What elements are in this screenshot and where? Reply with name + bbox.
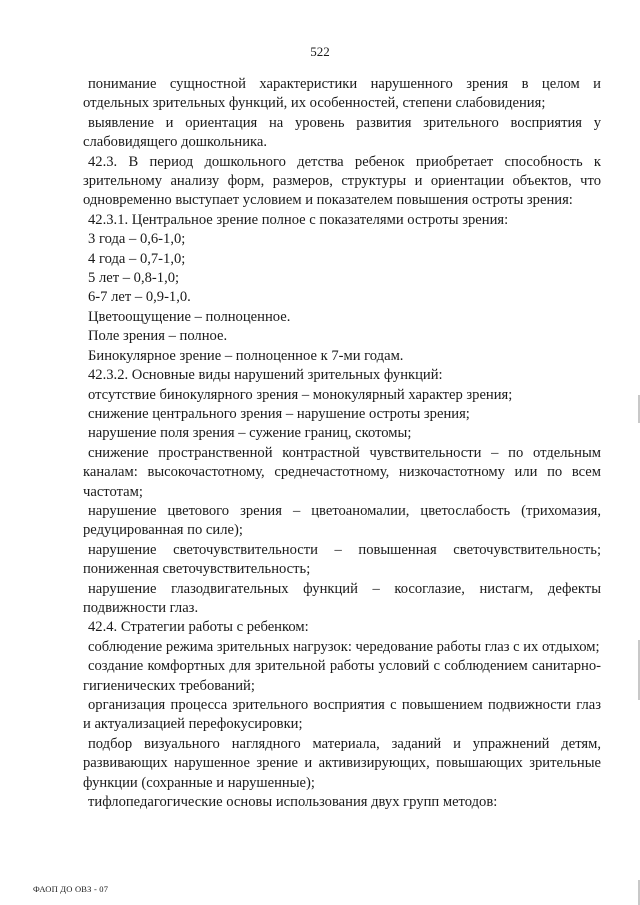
footer-label: ФАОП ДО ОВЗ - 07 (33, 884, 109, 894)
paragraph: создание комфортных для зрительной работы условий с соблюдением санитарно-гигиенических требований; (83, 658, 601, 694)
paragraph: 5 лет – 0,8-1,0; (88, 270, 180, 287)
paragraph: Бинокулярное зрение – полноценное к 7-ми годам. (88, 347, 404, 364)
paragraph: Цветоощущение – полноценное. (88, 308, 291, 325)
paragraph: подбор визуального наглядного материала, заданий и упражнений детям, развивающих нарушенное зрение и активизирующих, повышающих зрительные функции (сохранные и нарушенные); (83, 735, 601, 791)
body-text (83, 75, 601, 812)
paragraph: 42.3. В период дошкольного детства ребенок приобретает способность к зрительному анализу форм, размеров, структуры и ориентации объектов, что одновременно выступает условием и показателем повышения остроты зрения: (83, 153, 601, 209)
paragraph: нарушение поля зрения – сужение границ, скотомы; (88, 425, 412, 442)
paragraph: 42.3.1. Центральное зрение полное с показателями остроты зрения: (88, 211, 509, 228)
page-number: 522 (310, 44, 330, 59)
paragraph: понимание сущностной характеристики нарушенного зрения в целом и отдельных зрительных функций, их особенностей, степени слабовидения; (83, 76, 601, 112)
paragraph: снижение пространственной контрастной чувствительности – по отдельным каналам: высокочастотному, среднечастотному, низкочастотному или по всем частотам; (83, 444, 601, 500)
paragraph: соблюдение режима зрительных нагрузок: чередование работы глаз с их отдыхом; (88, 638, 600, 655)
paragraph: выявление и ориентация на уровень развития зрительного восприятия у слабовидящего дошкольника. (83, 114, 601, 151)
paragraph: 3 года – 0,6-1,0; (88, 231, 186, 248)
paragraph: 6-7 лет – 0,9-1,0. (88, 289, 191, 306)
paragraph: снижение центрального зрения – нарушение остроты зрения; (88, 405, 470, 422)
paragraph: отсутствие бинокулярного зрения – монокулярный характер зрения; (88, 386, 513, 403)
paragraph: нарушение светочувствительности – повышенная светочувствительность; пониженная светочувствительность; (83, 541, 601, 578)
paragraph: 42.4. Стратегии работы с ребенком: (88, 619, 309, 636)
paragraph: тифлопедагогические основы использования двух групп методов: (88, 794, 498, 811)
paragraph: организация процесса зрительного восприятия с повышением подвижности глаз и актуализацией перефокусировки; (83, 697, 601, 733)
paragraph: нарушение глазодвигательных функций – косоглазие, нистагм, дефекты подвижности глаз. (83, 580, 601, 616)
paragraph: нарушение цветового зрения – цветоаномалии, цветослабость (трихомазия, редуцированная по силе); (83, 502, 601, 539)
paragraph: 4 года – 0,7-1,0; (88, 250, 186, 267)
paragraph: Поле зрения – полное. (88, 328, 228, 345)
paragraph: 42.3.2. Основные виды нарушений зрительных функций: (88, 367, 443, 384)
